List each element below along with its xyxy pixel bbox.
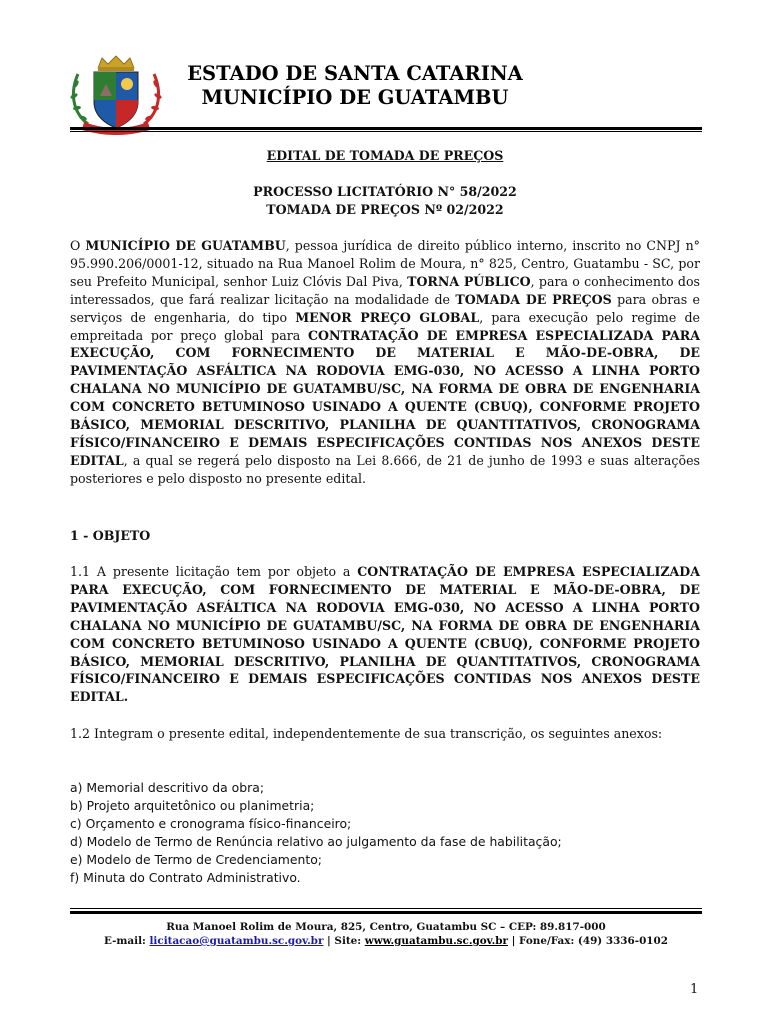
municipality-heading: MUNICÍPIO DE GUATAMBU (201, 86, 509, 109)
list-item: e) Modelo de Termo de Credenciamento; (70, 851, 322, 867)
header-rule-thin (70, 131, 702, 132)
list-item: f) Minuta do Contrato Administrativo. (70, 869, 301, 885)
bold-text-run: TOMADA DE PREÇOS (455, 291, 612, 307)
list-item: b) Projeto arquitetônico ou planimetria; (70, 797, 315, 813)
list-item: a) Memorial descritivo da obra; (70, 780, 264, 795)
item-1-2: 1.2 Integram o presente edital, independentemente de sua transcrição, os seguintes anexos: (70, 726, 663, 741)
state-heading: ESTADO DE SANTA CATARINA (187, 62, 523, 85)
footer-contacts (70, 934, 702, 948)
tomada-number: TOMADA DE PREÇOS Nº 02/2022 (266, 202, 504, 217)
site-link[interactable]: www.guatambu.sc.gov.br (364, 935, 509, 947)
email-link[interactable]: licitacao@guatambu.sc.gov.br (149, 935, 324, 947)
process-number: PROCESSO LICITATÓRIO N° 58/2022 (253, 184, 517, 199)
section-heading-objeto: 1 - OBJETO (70, 528, 151, 543)
item-1-1-text (70, 563, 700, 706)
page-number: 1 (690, 982, 699, 997)
text-run: para obras e serviços de engenharia, do tipo (70, 291, 700, 325)
document-title (70, 147, 700, 165)
item-1-1 (70, 563, 700, 706)
text-run: , a qual se regerá pelo disposto na Lei 8.666, de 21 de junho de 1993 e suas alterações posteriores e pelo disposto no presente edital. (70, 452, 700, 486)
text-run: , para o conhecimento dos interessados, que fará realizar licitação na modalidade de (70, 273, 700, 307)
list-item: c) Orçamento e cronograma físico-financeiro; (70, 815, 352, 831)
text-run: , para execução pelo regime de empreitada por preço global para (70, 309, 700, 343)
bold-text-run: CONTRATAÇÃO DE EMPRESA ESPECIALIZADA PARA EXECUÇÃO, COM FORNECIMENTO DE MATERIAL E MÃO-DE-OBRA, DE PAVIMENTAÇÃO ASFÁLTICA NA RODOVIA EMG-030, NO ACESSO A LINHA PORTO CHALANA NO MUNICÍPIO DE GUATAMBU/SC, NA FORMA DE OBRA DE ENGENHARIA COM CONCRETO BETUMINOSO USINADO A QUENTE (CBUQ), CONFORME PROJETO BÁSICO, MEMORIAL DESCRITIVO, PLANILHA DE QUANTITATIVOS, CRONOGRAMA FÍSICO/FINANCEIRO E DEMAIS ESPECIFICAÇÕES CONTIDAS NOS ANEXOS DESTE EDITAL (70, 327, 700, 468)
bold-text-run: MUNICÍPIO DE GUATAMBU (85, 238, 286, 253)
footer-rule (70, 911, 702, 914)
text-run: 1.1 A presente licitação tem por objeto a (70, 564, 358, 579)
bold-text-run: MENOR PREÇO GLOBAL (295, 309, 480, 325)
text-run: O (70, 238, 86, 253)
intro-text (70, 237, 700, 488)
bold-text-run: CONTRATAÇÃO DE EMPRESA ESPECIALIZADA PARA EXECUÇÃO, COM FORNECIMENTO DE MATERIAL E MÃO-DE-OBRA, DE PAVIMENTAÇÃO ASFÁLTICA NA RODOVIA EMG-030, NO ACESSO A LINHA PORTO CHALANA NO MUNICÍPIO DE GUATAMBU/SC, NA FORMA DE OBRA DE ENGENHARIA COM CONCRETO BETUMINOSO USINADO A QUENTE (CBUQ), CONFORME PROJETO BÁSICO, MEMORIAL DESCRITIVO, PLANILHA DE QUANTITATIVOS, CRONOGRAMA FÍSICO/FINANCEIRO E DEMAIS ESPECIFICAÇÕES CONTIDAS NOS ANEXOS DESTE EDITAL. (70, 564, 700, 705)
header-rule (70, 127, 702, 130)
footer-address: Rua Manoel Rolim de Moura, 825, Centro, Guatambu SC – CEP: 89.817-000 (166, 921, 606, 933)
site-label: | Site: (323, 935, 365, 947)
bold-text-run: TORNA PÚBLICO (407, 273, 531, 289)
intro-paragraph (70, 237, 700, 488)
text-run: , pessoa jurídica de direito público interno, inscrito no CNPJ n° 95.990.206/0001-12, situado na Rua Manoel Rolim de Moura, n° 825, Centro, Guatambu - SC, por seu Prefeito Municipal, senhor Luiz Clóvis Dal Piva, (70, 238, 700, 289)
document-title-text: EDITAL DE TOMADA DE PREÇOS (266, 148, 504, 163)
list-item: d) Modelo de Termo de Renúncia relativo ao julgamento da fase de habilitação; (70, 833, 562, 849)
email-label: E-mail: (103, 935, 150, 947)
phone-text: | Fone/Fax: (49) 3336-0102 (508, 935, 668, 947)
annex-list (70, 779, 700, 886)
footer-rule-thin (70, 908, 702, 909)
